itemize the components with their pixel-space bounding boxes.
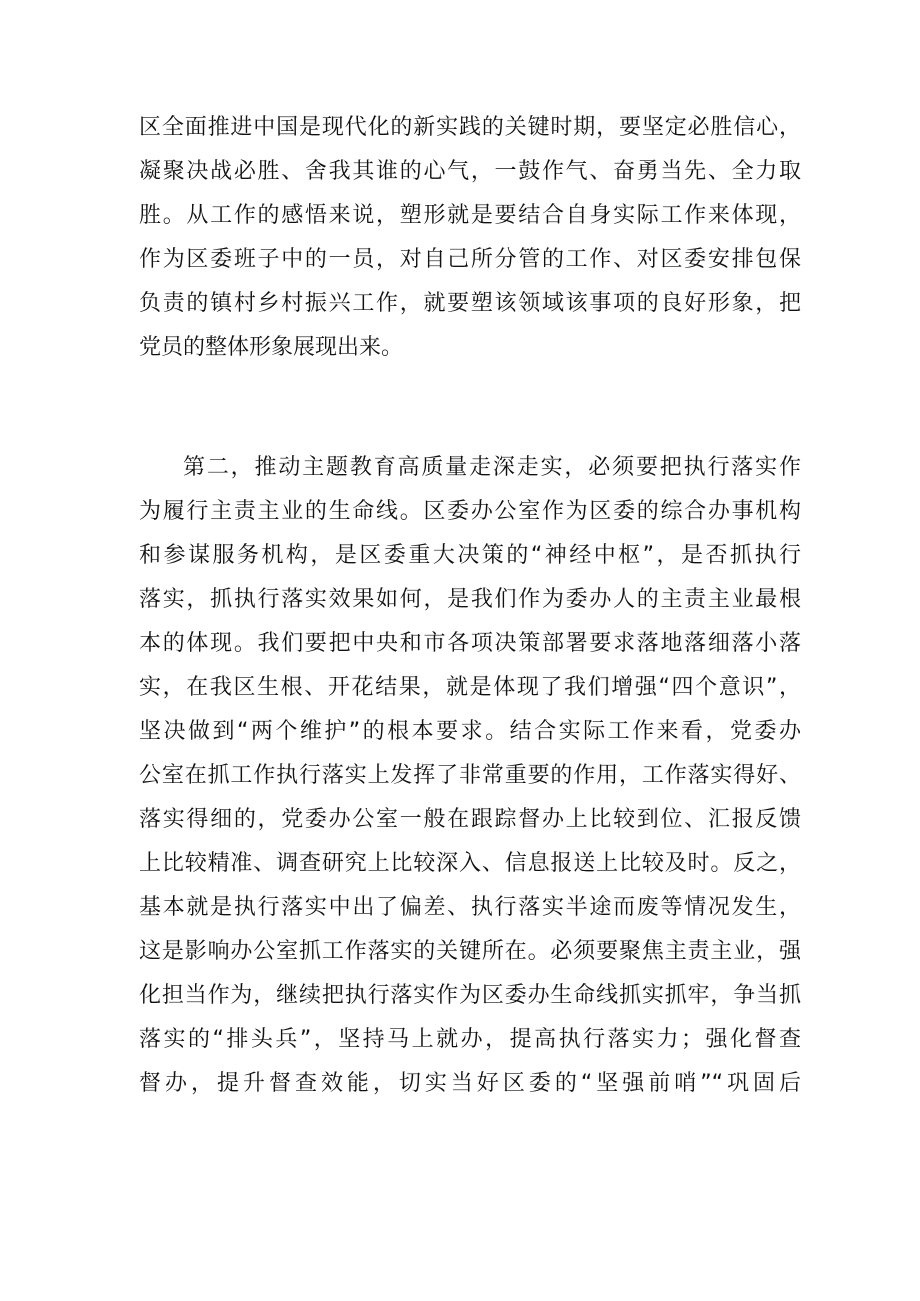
text-line: 这是影响办公室抓工作落实的关键所在。必须要聚焦主责主业，强 [139, 939, 801, 964]
text-line: 基本就是执行落实中出了偏差、执行落实半途而废等情况发生， [139, 895, 801, 920]
text-line: 落实得细的，党委办公室一般在跟踪督办上比较到位、汇报反馈 [139, 807, 801, 832]
text-line: 化担当作为，继续把执行落实作为区委办生命线抓实抓牢，争当抓 [139, 983, 801, 1008]
text-line: 坚决做到“两个维护”的根本要求。结合实际工作来看，党委办 [139, 719, 802, 744]
text-line: 第二，推动主题教育高质量走深走实，必须要把执行落实作 [183, 455, 801, 480]
text-line: 区全面推进中国是现代化的新实践的关键时期，要坚定必胜信心， [139, 115, 801, 140]
text-line: 胜。从工作的感悟来说，塑形就是要结合自身实际工作来体现， [139, 203, 801, 228]
text-line: 上比较精准、调查研究上比较深入、信息报送上比较及时。反之， [139, 851, 801, 876]
text-line: 负责的镇村乡村振兴工作，就要塑该领域该事项的良好形象，把 [139, 291, 801, 316]
text-line: 督办，提升督查效能，切实当好区委的“坚强前哨”“巩固后 [139, 1071, 801, 1096]
text-line: 落实的“排头兵”，坚持马上就办，提高执行落实力；强化督查 [139, 1027, 802, 1052]
text-line: 为履行主责主业的生命线。区委办公室作为区委的综合办事机构 [139, 499, 801, 524]
text-line: 党员的整体形象展现出来。 [139, 335, 404, 360]
text-line: 本的体现。我们要把中央和市各项决策部署要求落地落细落小落 [139, 631, 801, 656]
text-line: 公室在抓工作执行落实上发挥了非常重要的作用，工作落实得好、 [139, 763, 801, 788]
paragraph-2 [139, 446, 801, 1106]
text-line: 凝聚决战必胜、舍我其谁的心气，一鼓作气、奋勇当先、全力取 [139, 159, 801, 184]
paragraph-1 [139, 106, 801, 370]
text-line: 落实，抓执行落实效果如何，是我们作为委办人的主责主业最根 [139, 587, 801, 612]
text-line: 实，在我区生根、开花结果，就是体现了我们增强“四个意识”， [139, 675, 801, 700]
text-line: 和参谋服务机构，是区委重大决策的“神经中枢”，是否抓执行 [139, 543, 802, 568]
text-line: 作为区委班子中的一员，对自己所分管的工作、对区委安排包保 [139, 247, 801, 272]
